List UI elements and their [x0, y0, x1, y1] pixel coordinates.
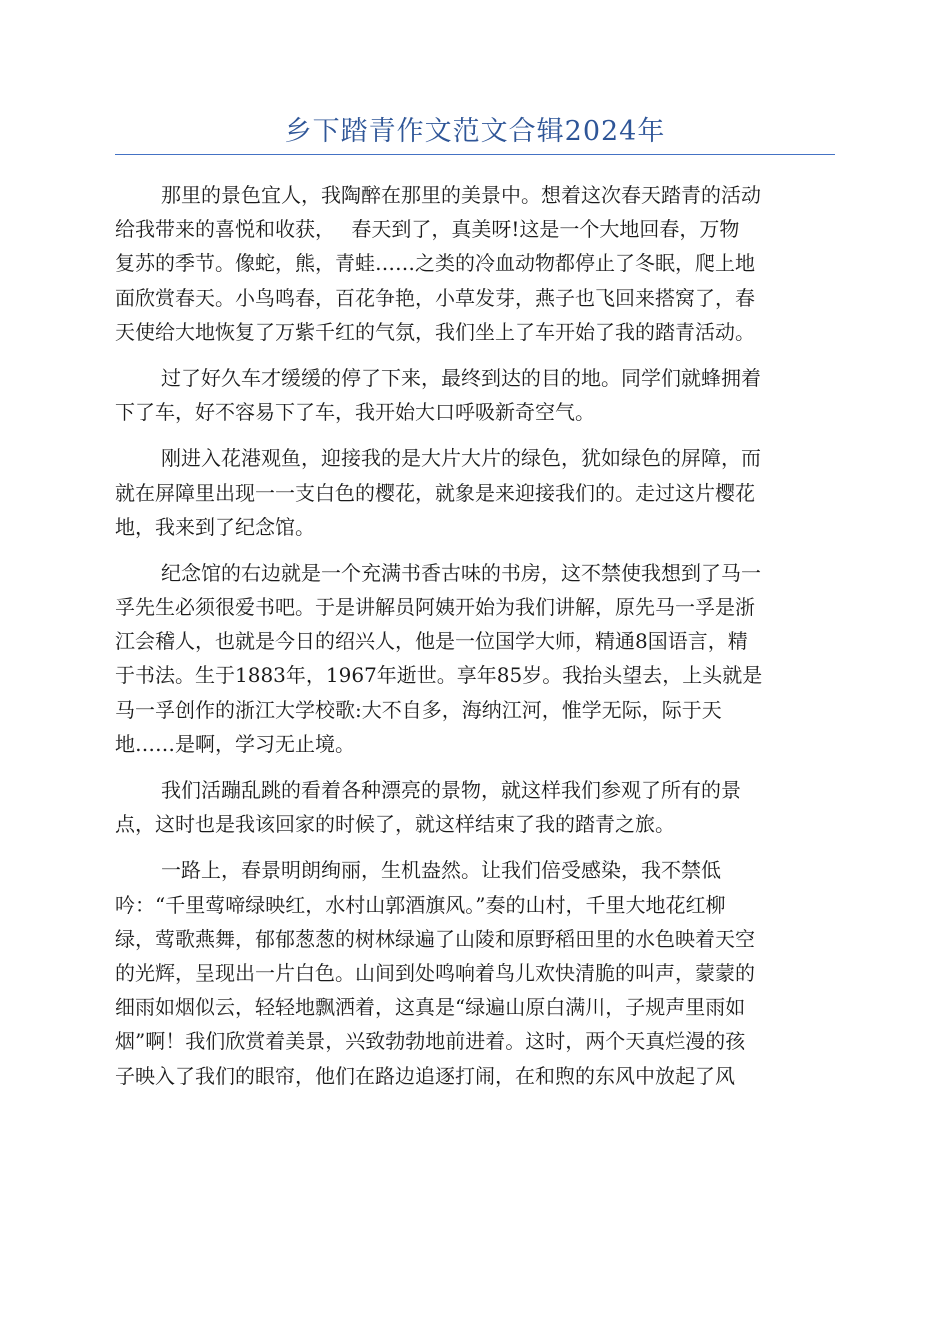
text-line: 下了车，好不容易下了车，我开始大口呼吸新奇空气。: [115, 400, 595, 425]
text-line: 于书法。生于1883年，1967年逝世。享年85岁。我抬头望去，上头就是: [115, 663, 763, 688]
paragraph: [115, 556, 835, 761]
text-line: 马一孚创作的浙江大学校歌:大不自多，海纳江河，惟学无际，际于天: [115, 697, 722, 722]
text-line: 我们活蹦乱跳的看着各种漂亮的景物，就这样我们参观了所有的景: [161, 778, 741, 802]
text-line: 江会稽人，也就是今日的绍兴人，他是一位国学大师，精通8国语言，精: [115, 629, 748, 654]
text-line: 就在屏障里出现一一支白色的樱花，就象是来迎接我们的。走过这片樱花: [115, 480, 755, 505]
paragraph: [115, 361, 835, 429]
text-line: 烟”啊！我们欣赏着美景，兴致勃勃地前进着。这时，两个天真烂漫的孩: [115, 1029, 746, 1054]
paragraph: [115, 853, 835, 1092]
paragraph: [115, 773, 835, 841]
text-line: 地，我来到了纪念馆。: [115, 514, 315, 539]
document-title: 乡下踏青作文范文合辑2024年: [284, 116, 666, 147]
text-line: 地……是啊，学习无止境。: [115, 731, 355, 756]
text-line: 刚进入花港观鱼，迎接我的是大片大片的绿色，犹如绿色的屏障，而: [161, 446, 761, 471]
text-line: 那里的景色宜人，我陶醉在那里的美景中。想着这次春天踏青的活动: [161, 183, 761, 207]
text-line: 点，这时也是我该回家的时候了，就这样结束了我的踏青之旅。: [115, 812, 675, 837]
paragraph: [115, 441, 835, 544]
text-line: 的光辉，呈现出一片白色。山间到处鸣响着鸟儿欢快清脆的叫声，蒙蒙的: [115, 960, 755, 985]
text-line: 给我带来的喜悦和收获， 春天到了，真美呀!这是一个大地回春，万物: [115, 217, 740, 242]
paragraph: [115, 178, 835, 349]
document-body: [115, 178, 835, 1105]
text-line: 绿，莺歌燕舞，郁郁葱葱的树林绿遍了山陵和原野稻田里的水色映着天空: [115, 926, 755, 951]
text-line: 吟：“千里莺啼绿映红，水村山郭酒旗风。”奏的山村，千里大地花红柳: [115, 892, 726, 917]
text-line: 孚先生必须很爱书吧。于是讲解员阿姨开始为我们讲解，原先马一孚是浙: [115, 595, 755, 620]
text-line: 复苏的季节。像蛇，熊，青蛙……之类的冷血动物都停止了冬眠，爬上地: [115, 251, 755, 276]
text-line: 纪念馆的右边就是一个充满书香古味的书房，这不禁使我想到了马一: [161, 560, 761, 585]
text-line: 一路上，春景明朗绚丽，生机盎然。让我们倍受感染，我不禁低: [161, 858, 721, 883]
text-line: 过了好久车才缓缓的停了下来，最终到达的目的地。同学们就蜂拥着: [161, 365, 761, 390]
text-line: 子映入了我们的眼帘，他们在路边追逐打闹，在和煦的东风中放起了风: [115, 1063, 735, 1088]
text-line: 天使给大地恢复了万紫千红的气氛，我们坐上了车开始了我的踏青活动。: [115, 319, 755, 344]
text-line: 细雨如烟似云，轻轻地飘洒着，这真是“绿遍山原白满川，子规声里雨如: [115, 995, 746, 1020]
title-underline: [115, 154, 835, 155]
text-line: 面欣赏春天。小鸟鸣春，百花争艳，小草发芽，燕子也飞回来搭窝了，春: [115, 285, 755, 310]
